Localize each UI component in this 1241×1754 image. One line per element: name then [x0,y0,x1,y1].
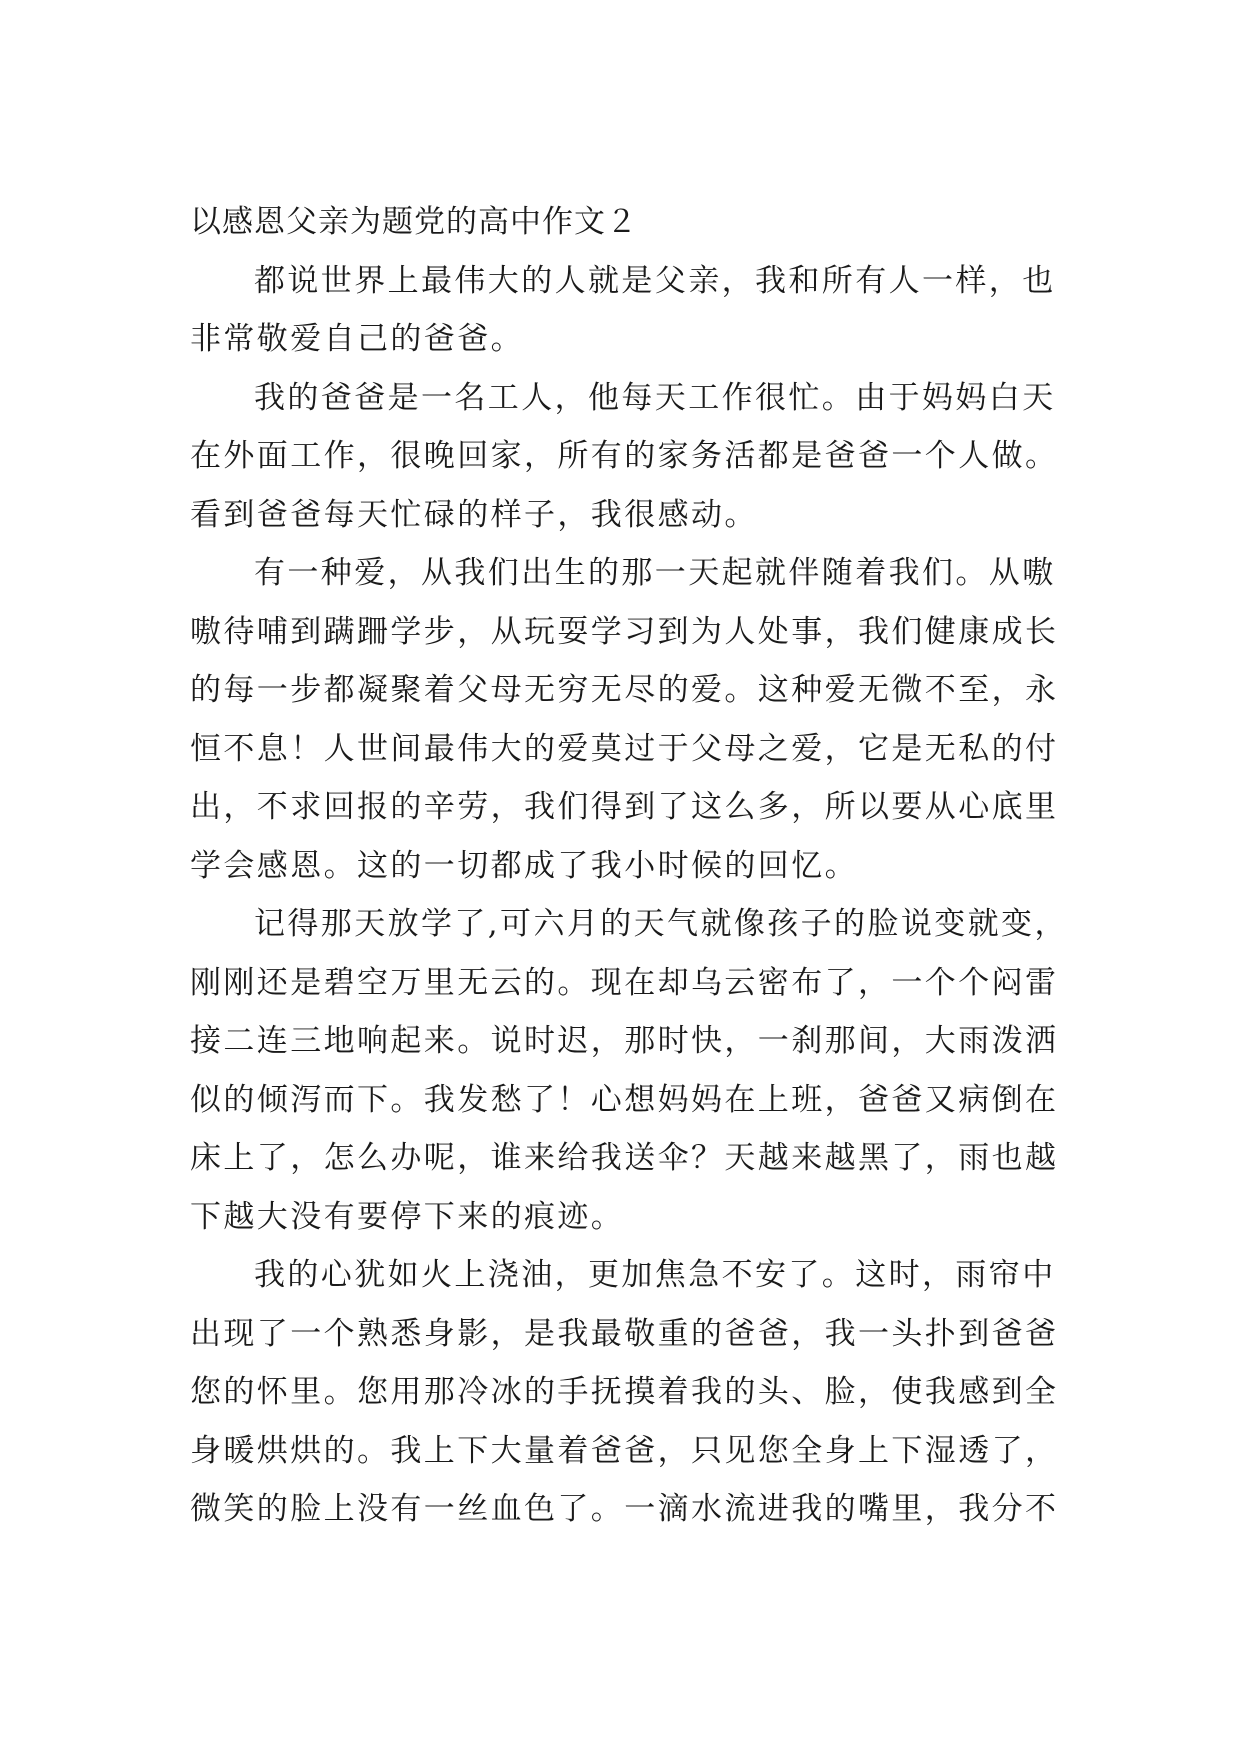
paragraph-line: 都说世界上最伟大的人就是父亲，我和所有人一样，也 [254,262,1056,299]
paragraph-line: 学会感恩。这的一切都成了我小时候的回忆。 [190,847,858,884]
paragraph-line: 有一种爱，从我们出生的那一天起就伴随着我们。从嗷 [254,555,1056,591]
paragraph-line: 似的倾泻而下。我发愁了！心想妈妈在上班，爸爸又病倒在 [190,1081,1059,1118]
paragraph-line: 微笑的脸上没有一丝血色了。一滴水流进我的嘴里，我分不 [190,1491,1059,1527]
paragraph-5 [190,1246,1059,1539]
paragraph-line: 您的怀里。您用那冷冰的手抚摸着我的头、脸，使我感到全 [190,1374,1059,1410]
paragraph-1 [190,252,1056,369]
document-body [190,193,1068,1539]
paragraph-line: 出现了一个熟悉身影，是我最敬重的爸爸，我一头扑到爸爸 [190,1315,1059,1352]
paragraph-3 [190,544,1059,895]
paragraph-line: 床上了，怎么办呢，谁来给我送伞？天越来越黑了，雨也越 [190,1140,1059,1176]
paragraph-line: 我的爸爸是一名工人，他每天工作很忙。由于妈妈白天 [254,379,1056,416]
paragraph-line: 接二连三地响起来。说时迟，那时快，一刹那间，大雨泼洒 [190,1023,1059,1059]
paragraph-line: 刚刚还是碧空万里无云的。现在却乌云密布了，一个个闷雷 [190,964,1059,1001]
paragraph-line: 下越大没有要停下来的痕迹。 [190,1198,625,1235]
paragraph-line: 恒不息！人世间最伟大的爱莫过于父母之爱，它是无私的付 [190,730,1059,767]
paragraph-line: 我的心犹如火上浇油，更加焦急不安了。这时，雨帘中 [254,1257,1056,1293]
paragraph-line: 嗷待哺到蹒跚学步，从玩耍学习到为人处事，我们健康成长 [190,613,1059,650]
paragraph-line: 记得那天放学了,可六月的天气就像孩子的脸说变就变， [254,906,1068,942]
paragraph-line: 在外面工作，很晚回家，所有的家务活都是爸爸一个人做。 [190,438,1059,474]
paragraph-4 [190,895,1068,1246]
paragraph-line: 出，不求回报的辛劳，我们得到了这么多，所以要从心底里 [190,789,1059,825]
paragraph-line: 非常敬爱自己的爸爸。 [190,321,524,357]
paragraph-line: 看到爸爸每天忙碌的样子，我很感动。 [190,496,758,533]
document-title: 以感恩父亲为题党的高中作文２ [190,204,638,240]
paragraph-2 [190,369,1059,545]
paragraph-line: 的每一步都凝聚着父母无穷无尽的爱。这种爱无微不至，永 [190,672,1059,708]
paragraph-line: 身暖烘烘的。我上下大量着爸爸，只见您全身上下湿透了， [190,1432,1059,1469]
